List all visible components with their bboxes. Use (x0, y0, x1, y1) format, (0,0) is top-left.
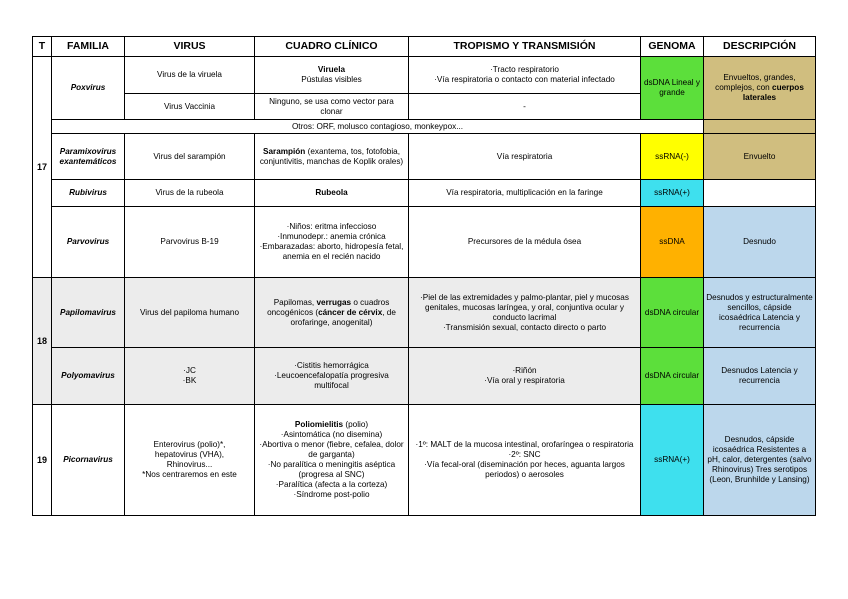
tropismo-parvovirus: Precursores de la médula ósea (409, 207, 641, 278)
descripcion-otros-empty (704, 120, 816, 134)
familia-poxvirus: Poxvirus (52, 57, 125, 120)
tropismo-polyoma-line: ·Vía oral y respiratoria (484, 376, 565, 385)
cuadro-polyoma-line: ·Cistitis hemorrágica (294, 361, 369, 370)
virus-rubeola: Virus de la rubeola (125, 180, 255, 207)
cuadro-parvovirus-line: ·Inmunodepr.: anemia crónica (277, 232, 386, 241)
genoma-paramixovirus: ssRNA(-) (641, 134, 704, 180)
cuadro-viruela-detail: Pústulas visibles (301, 75, 362, 84)
tropismo-picornavirus (409, 405, 641, 516)
familia-rubivirus: Rubivirus (52, 180, 125, 207)
tropismo-vaccinia: - (409, 94, 641, 120)
virus-viruela: Virus de la viruela (125, 57, 255, 94)
genoma-polyomavirus: dsDNA circular (641, 348, 704, 405)
header-familia: FAMILIA (52, 37, 125, 57)
virus-picornavirus (125, 405, 255, 516)
tropismo-picorna-line: ·1º: MALT de la mucosa intestinal, orofaríngea o respiratoria (415, 440, 634, 449)
tropismo-papiloma-line: ·Piel de las extremidades y palmo-plantar, piel y mucosas genitales, mucosas laríngea, y oral, conjuntiva ocular y conducto lacrimal (420, 292, 629, 322)
virus-picorna-line: hepatovirus (VHA), (154, 450, 225, 459)
header-tropismo: TROPISMO Y TRANSMISIÓN (409, 37, 641, 57)
t-number-19: 19 (33, 405, 52, 516)
descripcion-papilomavirus: Desnudos y estructuralmente sencillos, cápside icosaédrica Latencia y recurrencia (704, 278, 816, 348)
t-number-17: 17 (33, 57, 52, 278)
virus-sarampion: Virus del sarampión (125, 134, 255, 180)
virus-table (32, 36, 816, 516)
cuadro-picorna-line: ·No paralítica o meningitis aséptica (progresa al SNC) (267, 460, 396, 479)
tropismo-polyomavirus (409, 348, 641, 405)
cuadro-sarampion-detail: (exantema, tos, fotofobia, conjuntivitis, manchas de Koplik orales) (259, 146, 404, 166)
tropismo-papilomavirus (409, 278, 641, 348)
cuadro-sarampion (255, 134, 409, 180)
header-genoma: GENOMA (641, 37, 704, 57)
cuadro-polyoma-line: ·Leucoencefalopatía progresiva multifocal (274, 371, 389, 390)
cuadro-picorna-line: ·Asintomática (no disemina) (280, 430, 383, 439)
table-row-parvovirus (33, 207, 816, 278)
cuadro-picorna-line: ·Abortiva o menor (fiebre, cefalea, dolor de garganta) (259, 440, 404, 459)
cuadro-papiloma-verrugas: verrugas (316, 297, 352, 307)
genoma-rubivirus: ssRNA(+) (641, 180, 704, 207)
table-row-otros (33, 120, 816, 134)
tropismo-picorna-line: ·2º: SNC (508, 450, 541, 459)
cuadro-papiloma-cancer: cáncer de cérvix (318, 307, 383, 317)
virus-vaccinia: Virus Vaccinia (125, 94, 255, 120)
descripcion-poxvirus (704, 57, 816, 120)
genoma-papilomavirus: dsDNA circular (641, 278, 704, 348)
table-row-papilomavirus (33, 278, 816, 348)
familia-parvovirus: Parvovirus (52, 207, 125, 278)
cuadro-viruela (255, 57, 409, 94)
tropismo-papiloma-line: ·Transmisión sexual, contacto directo o parto (442, 322, 607, 332)
otros-poxvirus: Otros: ORF, molusco contagioso, monkeypox... (52, 120, 704, 134)
tropismo-viruela (409, 57, 641, 94)
cuadro-parvovirus-line: ·Niños: eritma infeccioso (286, 222, 377, 231)
familia-picornavirus: Picornavirus (52, 405, 125, 516)
virus-parvovirus-b19: Parvovirus B-19 (125, 207, 255, 278)
table-row-rubivirus (33, 180, 816, 207)
tropismo-viruela-line: ·Vía respiratoria o contacto con material infectado (434, 75, 615, 84)
cuadro-polyomavirus (255, 348, 409, 405)
header-descripcion: DESCRIPCIÓN (704, 37, 816, 57)
cuadro-vaccinia: Ninguno, se usa como vector para clonar (255, 94, 409, 120)
header-cuadro: CUADRO CLÍNICO (255, 37, 409, 57)
header-virus: VIRUS (125, 37, 255, 57)
cuadro-picorna-line: ·Síndrome post-polio (293, 490, 370, 499)
header-row (33, 37, 816, 57)
table-row-picornavirus (33, 405, 816, 516)
cuadro-viruela-title: Viruela (317, 65, 346, 74)
cuadro-papilomavirus (255, 278, 409, 348)
descripcion-poxvirus-text: Envueltos, grandes, complejos, con (715, 73, 796, 92)
descripcion-paramixovirus: Envuelto (704, 134, 816, 180)
tropismo-sarampion: Vía respiratoria (409, 134, 641, 180)
tropismo-rubeola: Vía respiratoria, multiplicación en la faringe (409, 180, 641, 207)
cuadro-sarampion-title: Sarampión (263, 146, 306, 156)
virus-picorna-line: *Nos centraremos en este (142, 470, 237, 479)
genoma-poxvirus: dsDNA Lineal y grande (641, 57, 704, 120)
cuadro-polio-paren: (polio) (343, 420, 369, 429)
table-row-paramixovirus (33, 134, 816, 180)
familia-paramixovirus: Paramixovirus exantemáticos (52, 134, 125, 180)
virus-polyomavirus (125, 348, 255, 405)
cuadro-picorna-line: ·Paralítica (afecta a la corteza) (275, 480, 388, 489)
descripcion-parvovirus: Desnudo (704, 207, 816, 278)
virus-polyoma-line: ·JC (183, 366, 196, 375)
virus-picorna-line: Enterovirus (polio)*, (153, 440, 226, 449)
cuadro-papiloma-a: Papilomas, (273, 297, 317, 307)
cuadro-rubeola-title: Rubeola (315, 188, 348, 197)
t-number-18: 18 (33, 278, 52, 405)
cuadro-picornavirus (255, 405, 409, 516)
virus-picorna-line: Rhinovirus... (166, 460, 213, 469)
header-t: T (33, 37, 52, 57)
descripcion-picornavirus: Desnudos, cápside icosaédrica Resistentes a pH, calor, detergentes (salvo Rhinovirus) Tres serotipos (Leon, Brunhilde y Lansing) (704, 405, 816, 516)
familia-polyomavirus: Polyomavirus (52, 348, 125, 405)
virus-papiloma: Virus del papiloma humano (125, 278, 255, 348)
table-row-poxvirus-1 (33, 57, 816, 94)
genoma-parvovirus: ssDNA (641, 207, 704, 278)
cuadro-polio-bold: Poliomielitis (294, 420, 344, 429)
descripcion-rubivirus (704, 180, 816, 207)
virus-polyoma-line: ·BK (182, 376, 197, 385)
descripcion-polyomavirus: Desnudos Latencia y recurrencia (704, 348, 816, 405)
tropismo-viruela-line: ·Tracto respiratorio (490, 65, 559, 74)
table-row-polyomavirus (33, 348, 816, 405)
genoma-picornavirus: ssRNA(+) (641, 405, 704, 516)
tropismo-polyoma-line: ·Riñón (512, 366, 537, 375)
cuadro-rubeola (255, 180, 409, 207)
tropismo-picorna-line: ·Vía fecal-oral (diseminación por heces, aguanta largos periodos) o aerosoles (424, 460, 625, 479)
descripcion-poxvirus-bold: cuerpos laterales (742, 83, 804, 102)
cuadro-parvovirus-line: ·Embarazadas: aborto, hidropesía fetal, anemia en el recién nacido (259, 242, 404, 261)
cuadro-picorna-title (257, 420, 406, 430)
familia-papilomavirus: Papilomavirus (52, 278, 125, 348)
cuadro-papiloma-e: , de orofaringe, anogenital) (290, 307, 396, 327)
cuadro-papiloma-c: o cuadros oncogénicos ( (267, 297, 390, 317)
cuadro-parvovirus (255, 207, 409, 278)
